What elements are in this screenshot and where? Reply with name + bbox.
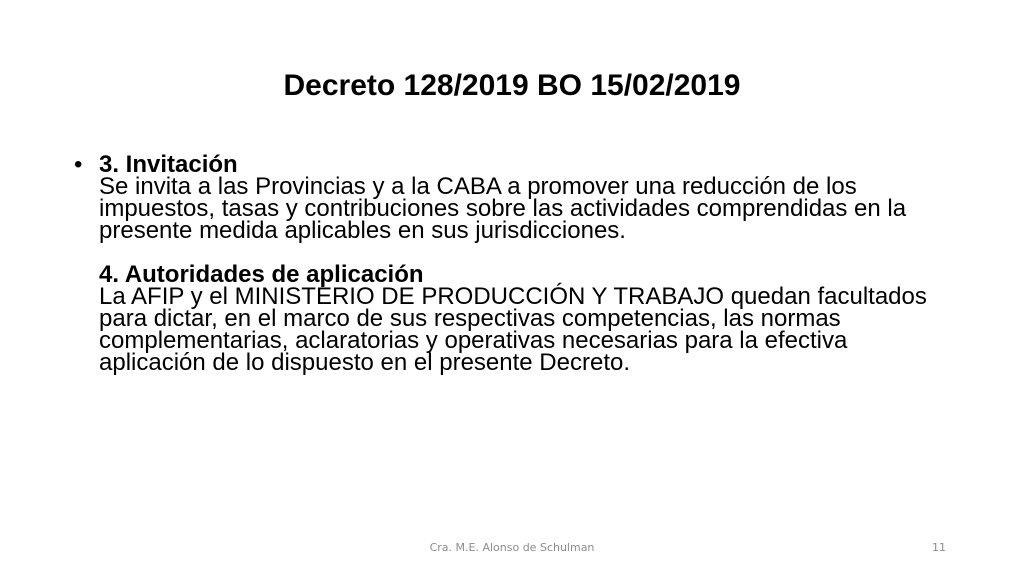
- section-heading: 3. Invitación: [99, 151, 238, 178]
- section-body: Se invita a las Provincias y a la CABA a promover una reducción de los impuestos, tasas y contribuciones sobre las actividades comprendidas en la presente medida aplicables en sus jurisdicciones.: [99, 173, 907, 244]
- slide-title: Decreto 128/2019 BO 15/02/2019: [283, 69, 741, 102]
- section-body: La AFIP y el MINISTERIO DE PRODUCCIÓN Y TRABAJO quedan facultados para dictar, en el marco de sus respectivas competencias, las normas complementarias, aclaratorias y operativas necesarias para la efectiva aplicación de lo dispuesto en el presente Decreto.: [99, 283, 927, 376]
- section-invitacion: [99, 151, 959, 244]
- slide-body: [99, 151, 959, 376]
- footer-author: Cra. M.E. Alonso de Schulman: [429, 541, 595, 554]
- footer-page-number: 11: [932, 541, 946, 554]
- section-autoridades: [99, 261, 959, 376]
- bullet-marker: •: [74, 151, 83, 178]
- section-heading: 4. Autoridades de aplicación: [99, 261, 424, 288]
